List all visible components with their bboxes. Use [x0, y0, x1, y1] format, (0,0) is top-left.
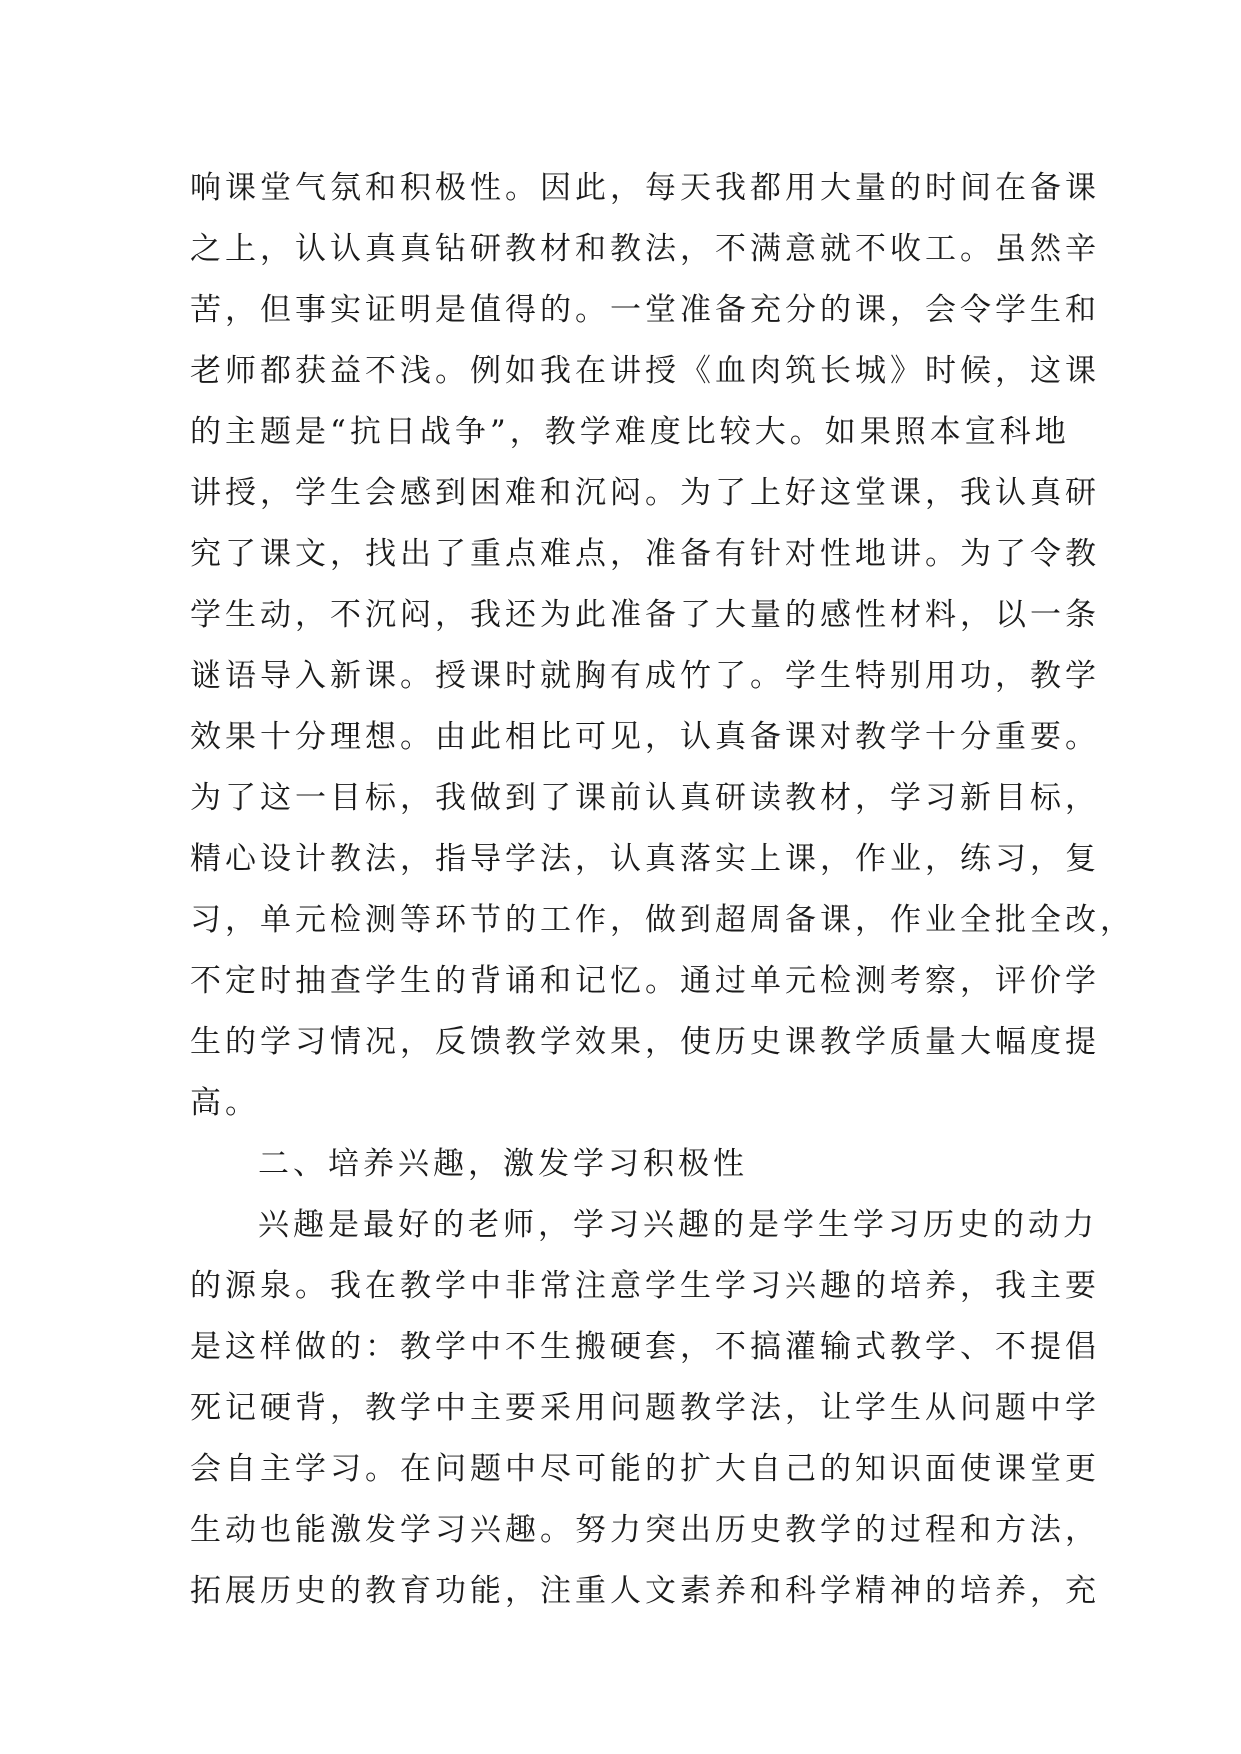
text-line: 为了这一目标，我做到了课前认真研读教材，学习新目标，: [190, 780, 1100, 816]
text-line: 精心设计教法，指导学法，认真落实上课，作业，练习，复: [190, 841, 1100, 877]
text-line: 谜语导入新课。授课时就胸有成竹了。学生特别用功，教学: [190, 658, 1100, 694]
text-line: 的主题是“抗日战争”，教学难度比较大。如果照本宣科地: [190, 414, 1070, 450]
text-line: 究了课文，找出了重点难点，准备有针对性地讲。为了令教: [190, 536, 1100, 572]
text-line: 死记硬背，教学中主要采用问题教学法，让学生从问题中学: [190, 1390, 1100, 1426]
text-line: 之上，认认真真钻研教材和教法，不满意就不收工。虽然辛: [190, 231, 1100, 267]
text-line: 不定时抽查学生的背诵和记忆。通过单元检测考察，评价学: [190, 963, 1100, 999]
text-line: 生的学习情况，反馈教学效果，使历史课教学质量大幅度提: [190, 1024, 1100, 1060]
text-line: 生动也能激发学习兴趣。努力突出历史教学的过程和方法，: [190, 1512, 1100, 1548]
text-line: 的源泉。我在教学中非常注意学生学习兴趣的培养，我主要: [190, 1268, 1100, 1304]
text-line: 苦，但事实证明是值得的。一堂准备充分的课，会令学生和: [190, 292, 1100, 328]
text-line: 老师都获益不浅。例如我在讲授《血肉筑长城》时候，这课: [190, 353, 1100, 389]
text-line: 高。: [190, 1085, 260, 1121]
paragraph-2: [190, 1195, 1100, 1622]
text-line: 是这样做的：教学中不生搬硬套，不搞灌输式教学、不提倡: [190, 1329, 1100, 1365]
text-line: 效果十分理想。由此相比可见，认真备课对教学十分重要。: [190, 719, 1100, 755]
text-line: 学生动，不沉闷，我还为此准备了大量的感性材料，以一条: [190, 597, 1100, 633]
text-line: 习，单元检测等环节的工作，做到超周备课，作业全批全改，: [190, 902, 1135, 938]
paragraph-1: [190, 158, 1135, 1134]
text-line: 讲授，学生会感到困难和沉闷。为了上好这堂课，我认真研: [190, 475, 1100, 511]
text-line: 兴趣是最好的老师，学习兴趣的是学生学习历史的动力: [258, 1207, 1098, 1243]
document-body: [190, 158, 1135, 1622]
text-line: 会自主学习。在问题中尽可能的扩大自己的知识面使课堂更: [190, 1451, 1100, 1487]
text-line: 拓展历史的教育功能，注重人文素养和科学精神的培养，充: [190, 1573, 1100, 1609]
text-line: 响课堂气氛和积极性。因此，每天我都用大量的时间在备课: [190, 170, 1100, 206]
section-heading: 二、培养兴趣，激发学习积极性: [258, 1146, 748, 1182]
